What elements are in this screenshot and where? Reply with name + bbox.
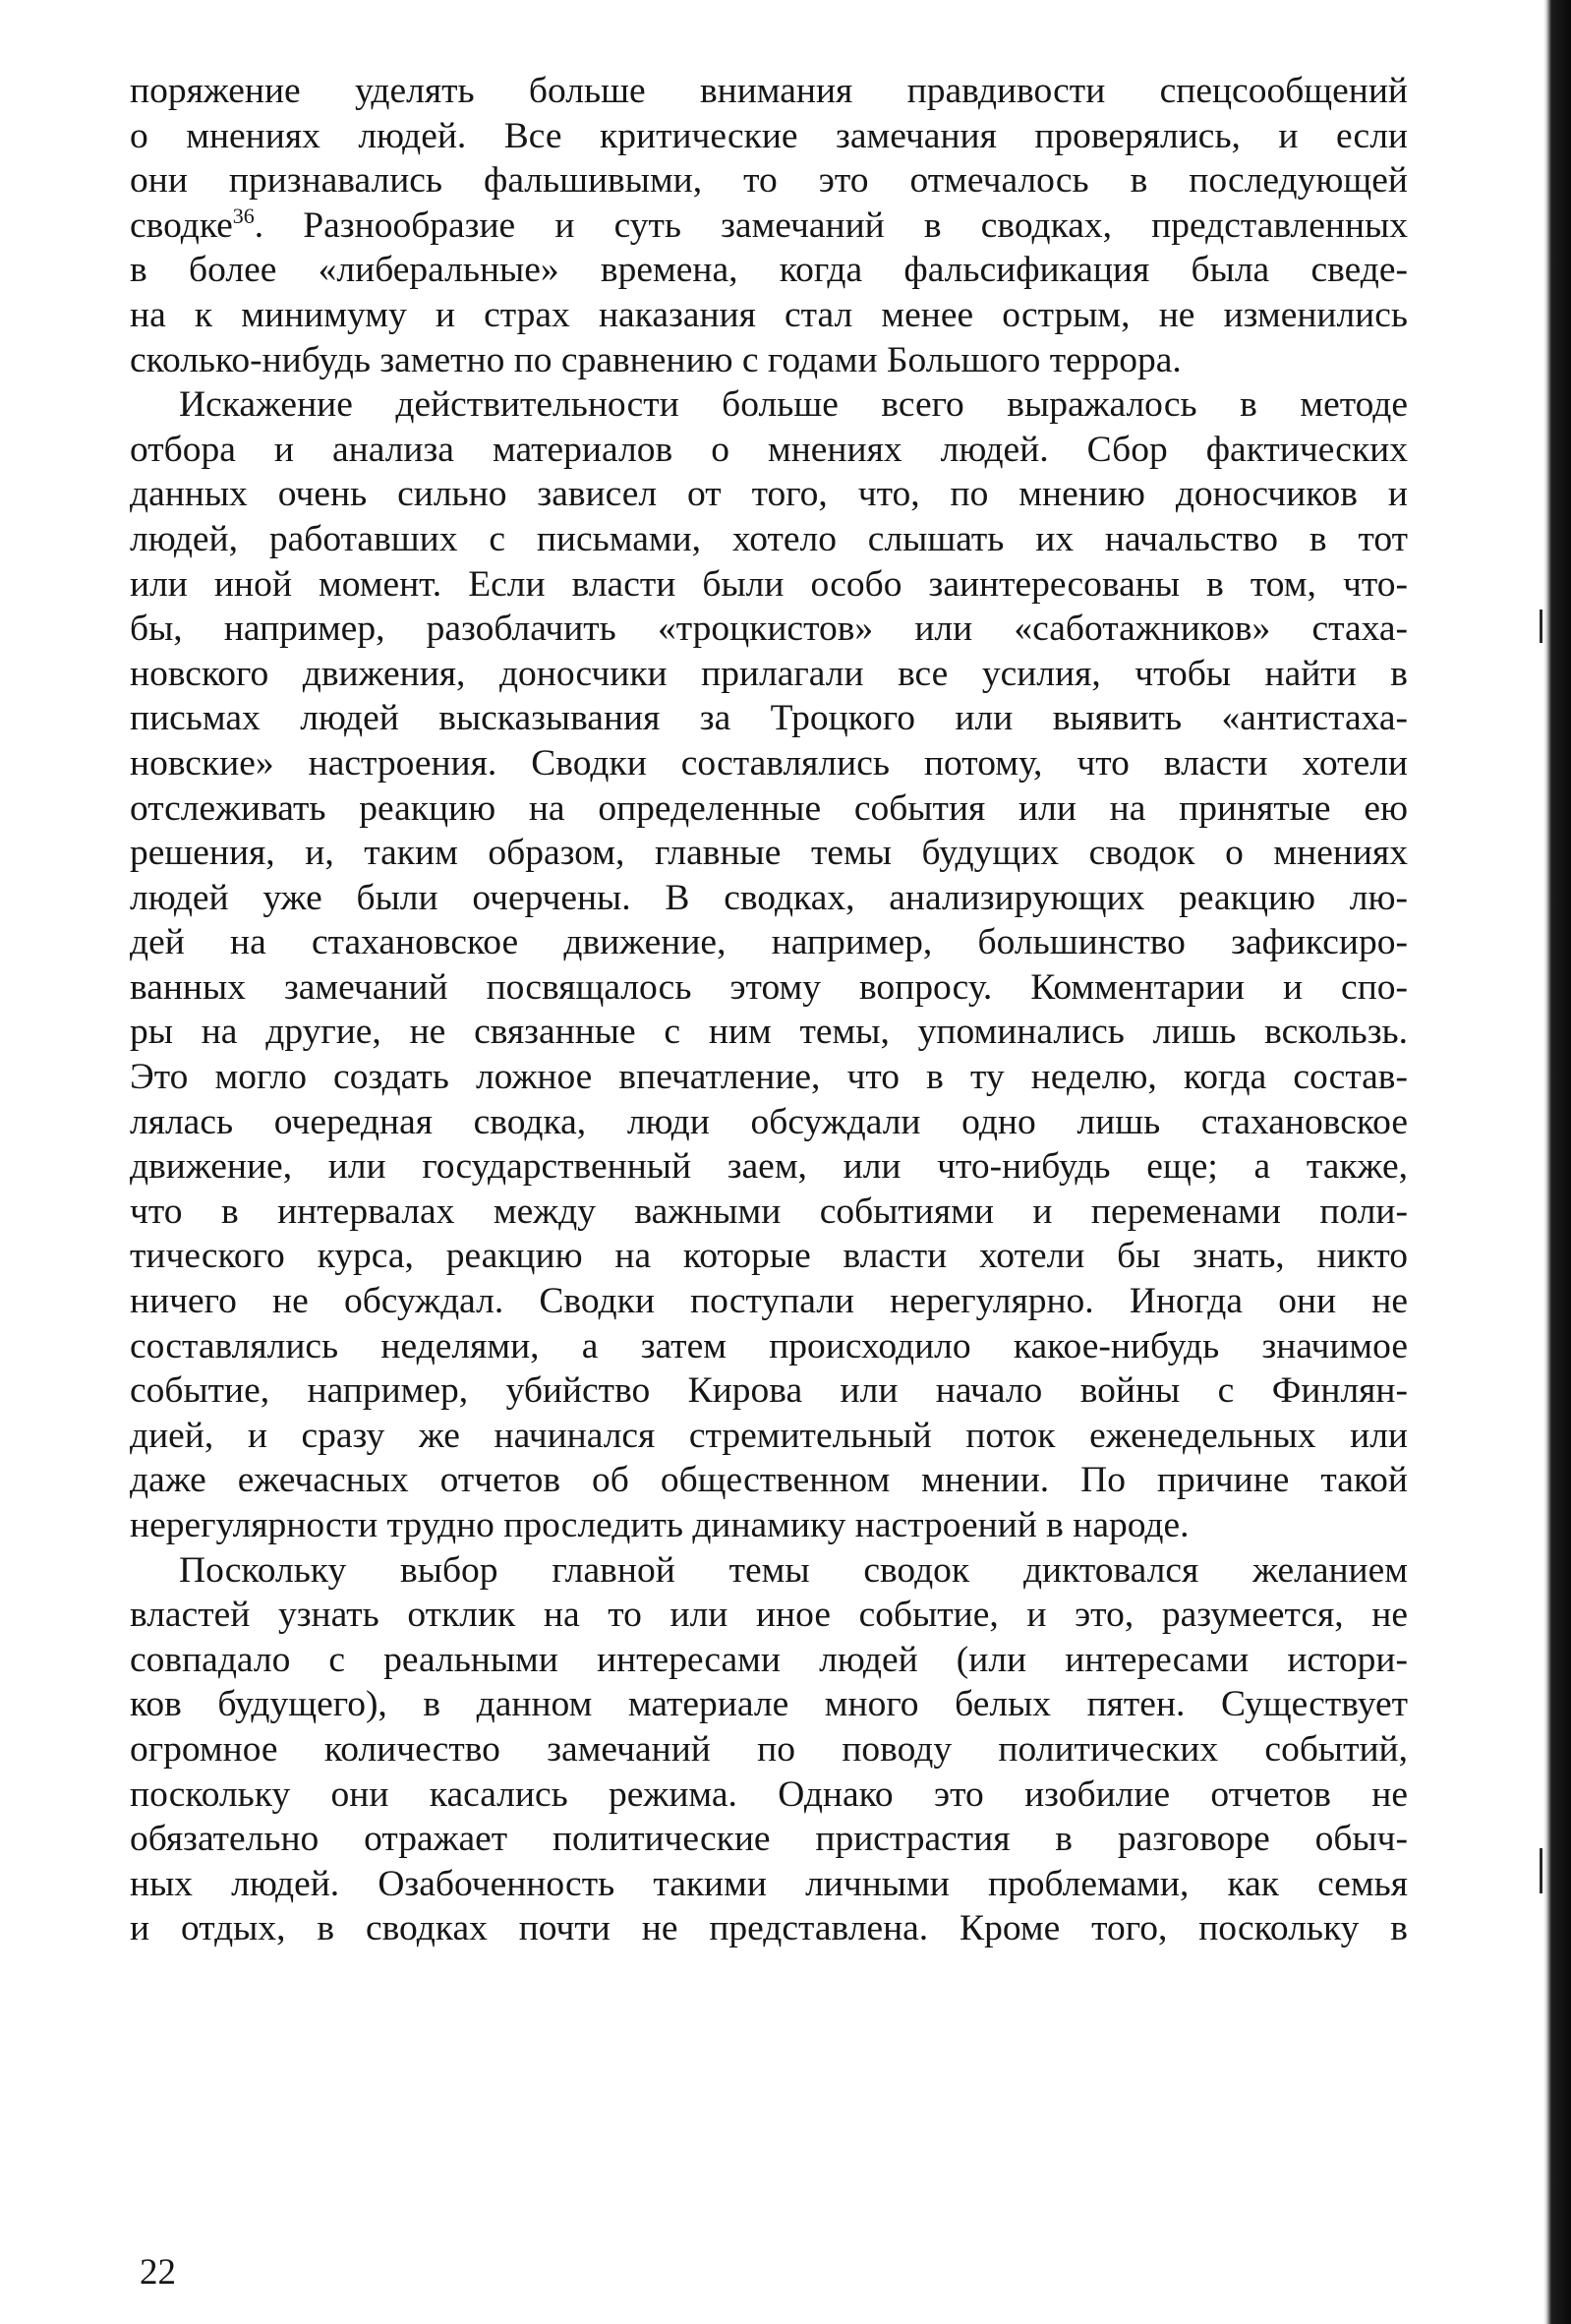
text-line: ков будущего), в данном материале много белых пятен. Существует: [130, 1684, 1408, 1725]
text-line: людей, работавших с письмами, хотело слышать их начальство в тот: [130, 518, 1408, 559]
text-line: или иной момент. Если власти были особо заинтересованы в том, что-: [130, 563, 1408, 605]
text-line: что в интервалах между важными событиями и переменами поли-: [130, 1191, 1408, 1232]
text-line: Это могло создать ложное впечатление, что в ту неделю, когда состав-: [130, 1057, 1408, 1098]
text-fragment: сводке: [130, 204, 233, 246]
text-line: событие, например, убийство Кирова или начало войны с Финлян-: [130, 1370, 1408, 1412]
text-line: ры на другие, не связанные с ним темы, упоминались лишь вскользь.: [130, 1012, 1408, 1053]
text-fragment: . Разнообразие и суть замечаний в сводках, представленных: [254, 204, 1408, 246]
text-line: на к минимуму и страх наказания стал менее острым, не изменились: [130, 294, 1408, 335]
footnote-reference: 36: [232, 203, 255, 228]
text-line: [130, 203, 1408, 249]
page-number: 22: [140, 2252, 176, 2293]
text-line: совпадало с реальными интересами людей (или интересами истори-: [130, 1639, 1408, 1680]
text-line: о мнениях людей. Все критические замечания проверялись, и если: [130, 115, 1408, 156]
text-line: дией, и сразу же начинался стремительный поток еженедельных или: [130, 1415, 1408, 1456]
text-line: ванных замечаний посвящалось этому вопросу. Комментарии и спо-: [130, 966, 1408, 1008]
text-line: властей узнать отклик на то или иное событие, и это, разумеется, не: [130, 1595, 1408, 1636]
text-line: бы, например, разоблачить «троцкистов» или «саботажников» стаха-: [130, 609, 1408, 650]
text-line: движение, или государственный заем, или что-нибудь еще; а также,: [130, 1146, 1408, 1188]
text-line: составлялись неделями, а затем происходило какое-нибудь значимое: [130, 1325, 1408, 1366]
text-line: они признавались фальшивыми, то это отмечалось в последующей: [130, 160, 1408, 202]
text-line: поряжение уделять больше внимания правдивости спецсообщений: [130, 71, 1408, 111]
text-line: и отдых, в сводках почти не представлена. Кроме того, поскольку в: [130, 1908, 1408, 1949]
text-line: людей уже были очерчены. В сводках, анализирующих реакцию лю-: [130, 877, 1408, 918]
scan-speck: [1540, 1848, 1542, 1893]
text-line: обязательно отражает политические пристрастия в разговоре обыч-: [130, 1819, 1408, 1860]
text-line: поскольку они касались режима. Однако это изобилие отчетов не: [130, 1773, 1408, 1815]
text-line: тического курса, реакцию на которые власти хотели бы знать, никто: [130, 1236, 1408, 1277]
body-text: [130, 69, 1408, 1951]
scan-speck: [1540, 610, 1542, 643]
text-line: данных очень сильно зависел от того, что, по мнению доносчиков и: [130, 474, 1408, 515]
text-line: письмах людей высказывания за Троцкого или выявить «антистаха-: [130, 698, 1408, 739]
text-line: даже ежечасных отчетов об общественном мнении. По причине такой: [130, 1460, 1408, 1501]
text-line: в более «либеральные» времена, когда фальсификация была сведе-: [130, 250, 1408, 291]
text-line: Поскольку выбор главной темы сводок диктовался желанием: [179, 1549, 1408, 1591]
text-line: отслеживать реакцию на определенные события или на принятые ею: [130, 787, 1408, 829]
text-line: отбора и анализа материалов о мнениях людей. Сбор фактических: [130, 429, 1408, 470]
text-line: огромное количество замечаний по поводу политических событий,: [130, 1728, 1408, 1770]
text-line: решения, и, таким образом, главные темы будущих сводок о мнениях: [130, 833, 1408, 874]
text-line: сколько-нибудь заметно по сравнению с годами Большого террора.: [130, 339, 1182, 380]
text-line: Искажение действительности больше всего выражалось в методе: [179, 384, 1408, 426]
text-line: лялась очередная сводка, люди обсуждали одно лишь стахановское: [130, 1101, 1408, 1142]
text-line: ничего не обсуждал. Сводки поступали нерегулярно. Иногда они не: [130, 1281, 1408, 1322]
text-line: новские» настроения. Сводки составлялись потому, что власти хотели: [130, 742, 1408, 784]
text-line: нерегулярности трудно проследить динамику настроений в народе.: [130, 1505, 1190, 1545]
text-line: ных людей. Озабоченность такими личными проблемами, как семья: [130, 1863, 1408, 1904]
scan-edge: [1543, 0, 1571, 2324]
text-line: новского движения, доносчики прилагали все усилия, чтобы найти в: [130, 653, 1408, 694]
text-line: дей на стахановское движение, например, большинство зафиксиро-: [130, 922, 1408, 963]
